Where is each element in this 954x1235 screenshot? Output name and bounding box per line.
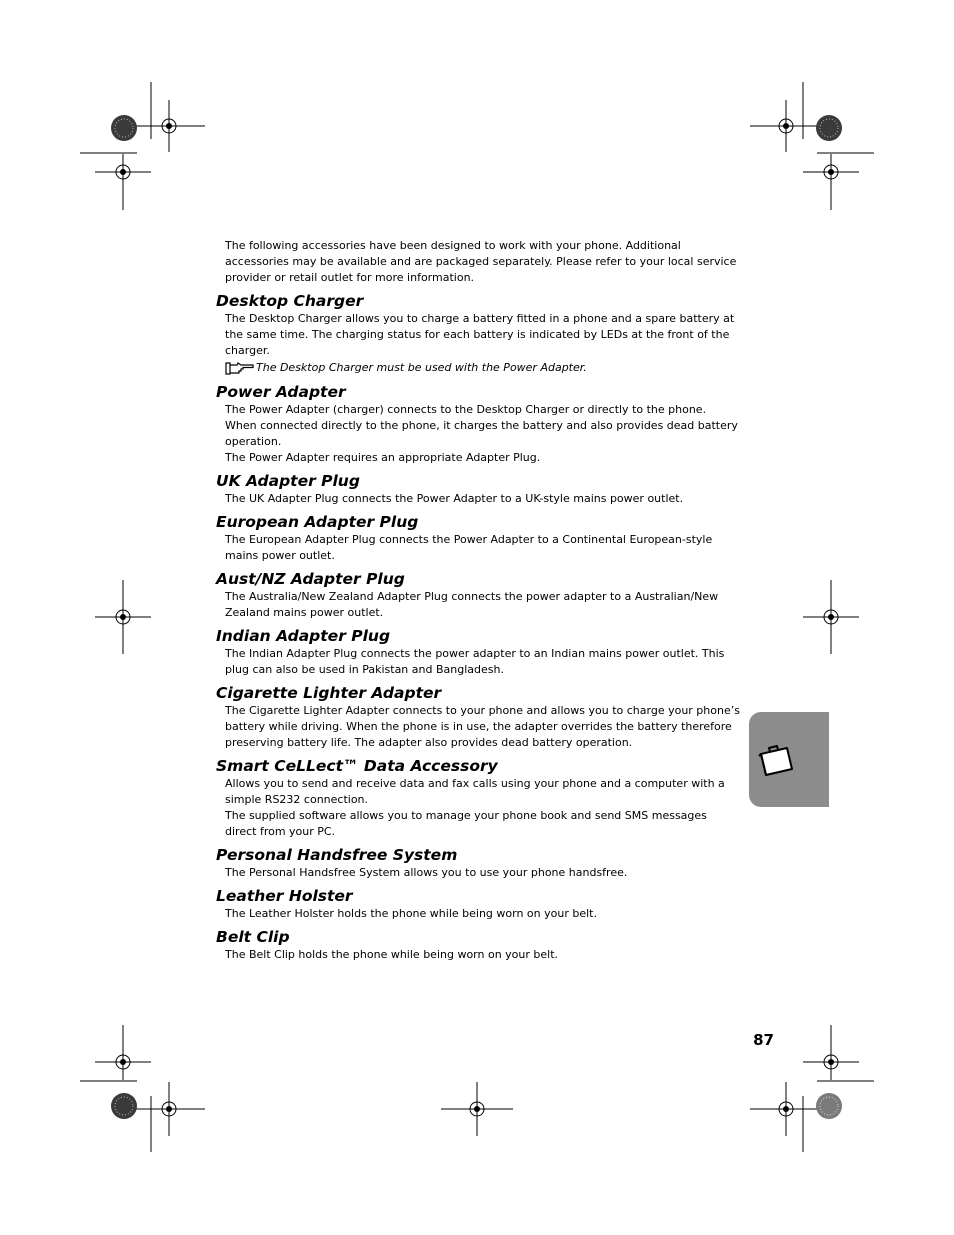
page-number: 87 (753, 1031, 774, 1049)
section-aust-nz-adapter-plug (216, 569, 740, 621)
note (225, 359, 740, 377)
section-european-adapter-plug (216, 512, 740, 564)
section-indian-adapter-plug (216, 626, 740, 678)
section-smart-cellect-data-accessory (216, 756, 740, 840)
section-belt-clip (216, 927, 740, 963)
hand-pointing-icon (225, 361, 255, 375)
section-paragraph: The UK Adapter Plug connects the Power Adapter to a UK-style mains power outlet. (225, 492, 684, 505)
section-paragraph: The Belt Clip holds the phone while being worn on your belt. (225, 948, 559, 961)
section-heading: Desktop Charger (216, 292, 364, 310)
section-power-adapter (216, 382, 740, 466)
note-text: The Desktop Charger must be used with the Power Adapter. (256, 361, 587, 374)
section-heading: Personal Handsfree System (216, 846, 458, 864)
section-heading: Belt Clip (216, 928, 290, 946)
section-desktop-charger (216, 291, 740, 377)
section-paragraph: The Power Adapter requires an appropriate Adapter Plug. (225, 451, 541, 464)
section-paragraph: The Personal Handsfree System allows you to use your phone handsfree. (225, 866, 628, 879)
section-paragraph: The European Adapter Plug connects the Power Adapter to a Continental European-style mains power outlet. (225, 533, 713, 562)
section-paragraph: The Desktop Charger allows you to charge a battery fitted in a phone and a spare battery at the same time. The charging status for each battery is indicated by LEDs at the front of the charger. (225, 312, 735, 357)
section-cigarette-lighter-adapter (216, 683, 740, 751)
section-uk-adapter-plug (216, 471, 740, 507)
accessories-content (216, 238, 740, 963)
section-paragraph: The Leather Holster holds the phone while being worn on your belt. (225, 907, 597, 920)
section-leather-holster (216, 886, 740, 922)
section-paragraph: Allows you to send and receive data and fax calls using your phone and a computer with a simple RS232 connection. (225, 777, 725, 806)
section-heading: UK Adapter Plug (216, 472, 360, 490)
section-heading: Cigarette Lighter Adapter (216, 684, 442, 702)
section-paragraph: The Australia/New Zealand Adapter Plug connects the power adapter to a Australian/New Zealand mains power outlet. (225, 590, 719, 619)
section-heading: Power Adapter (216, 383, 346, 401)
section-heading: Indian Adapter Plug (216, 627, 391, 645)
intro-paragraph: The following accessories have been designed to work with your phone. Additional accessories may be available and are packaged separately. Please refer to your local service provider or retail outlet for more information. (225, 239, 737, 284)
section-paragraph: The Indian Adapter Plug connects the power adapter to an Indian mains power outlet. This plug can also be used in Pakistan and Bangladesh. (225, 647, 725, 676)
section-personal-handsfree-system (216, 845, 740, 881)
section-heading: Leather Holster (216, 887, 353, 905)
chapter-tab (749, 712, 829, 807)
section-paragraph: The Cigarette Lighter Adapter connects to your phone and allows you to charge your phone’s battery while driving. When the phone is in use, the adapter overrides the battery therefore preserving battery life. The adapter also provides dead battery operation. (225, 704, 740, 749)
section-paragraph: The Power Adapter (charger) connects to the Desktop Charger or directly to the phone. When connected directly to the phone, it charges the battery and also provides dead battery operation. (225, 403, 738, 448)
section-heading: Smart CeLLect™ Data Accessory (216, 757, 498, 775)
briefcase-icon (757, 742, 797, 778)
section-heading: Aust/NZ Adapter Plug (216, 570, 405, 588)
section-heading: European Adapter Plug (216, 513, 419, 531)
section-paragraph: The supplied software allows you to manage your phone book and send SMS messages direct from your PC. (225, 809, 707, 838)
